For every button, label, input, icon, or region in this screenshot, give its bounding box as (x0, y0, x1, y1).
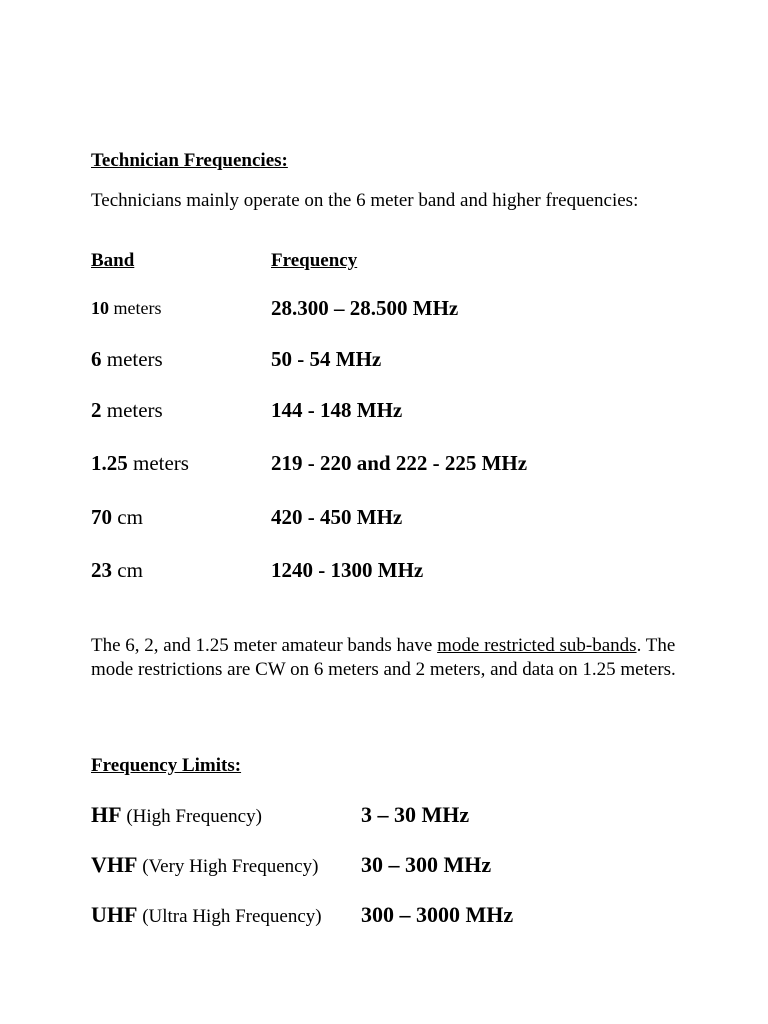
mode-restriction-paragraph (91, 634, 691, 682)
band-unit: cm (117, 558, 143, 582)
band-frequency: 219 - 220 and 222 - 225 MHz (271, 451, 528, 475)
limit-range: 300 – 3000 MHz (361, 902, 514, 927)
paragraph-text-before: The 6, 2, and 1.25 meter amateur bands have (91, 635, 438, 656)
band-label (91, 347, 163, 372)
band-number: 23 (91, 558, 112, 582)
limit-name (91, 902, 322, 928)
band-label (91, 298, 161, 319)
page-heading: Technician Frequencies: (91, 150, 288, 171)
band-label (91, 398, 163, 423)
band-frequency: 28.300 – 28.500 MHz (271, 296, 459, 320)
band-label (91, 451, 189, 476)
frequency-column-header: Frequency (271, 250, 358, 271)
band-unit: meters (133, 451, 189, 475)
band-label (91, 505, 143, 530)
limit-range: 3 – 30 MHz (361, 802, 470, 827)
band-frequency: 50 - 54 MHz (271, 347, 382, 371)
band-number: 70 (91, 505, 112, 529)
band-unit: meters (113, 298, 162, 318)
band-label (91, 558, 143, 583)
limit-full-name: (Very High Frequency) (142, 856, 319, 877)
paragraph-text-after: . The mode restrictions are CW on 6 meters and 2 meters, and data on 1.25 meters. (91, 635, 676, 680)
paragraph-underlined-text: mode restricted sub-bands (437, 635, 637, 656)
band-frequency: 144 - 148 MHz (271, 398, 403, 422)
limits-heading: Frequency Limits: (91, 755, 242, 776)
limit-name (91, 802, 262, 828)
band-unit: meters (106, 347, 163, 371)
band-number: 10 (91, 298, 109, 318)
intro-text: Technicians mainly operate on the 6 meter band and higher frequencies: (91, 190, 639, 211)
band-unit: cm (117, 505, 143, 529)
band-column-header: Band (91, 250, 135, 271)
limit-full-name: (Ultra High Frequency) (142, 906, 322, 927)
limit-abbreviation: UHF (91, 902, 138, 927)
band-unit: meters (106, 398, 163, 422)
band-frequency: 420 - 450 MHz (271, 505, 403, 529)
band-number: 1.25 (91, 451, 128, 475)
limit-abbreviation: VHF (91, 852, 138, 877)
band-number: 2 (91, 398, 102, 422)
limit-abbreviation: HF (91, 802, 122, 827)
limit-full-name: (High Frequency) (126, 806, 262, 827)
limit-range: 30 – 300 MHz (361, 852, 492, 877)
limit-name (91, 852, 318, 878)
band-number: 6 (91, 347, 102, 371)
band-frequency: 1240 - 1300 MHz (271, 558, 424, 582)
